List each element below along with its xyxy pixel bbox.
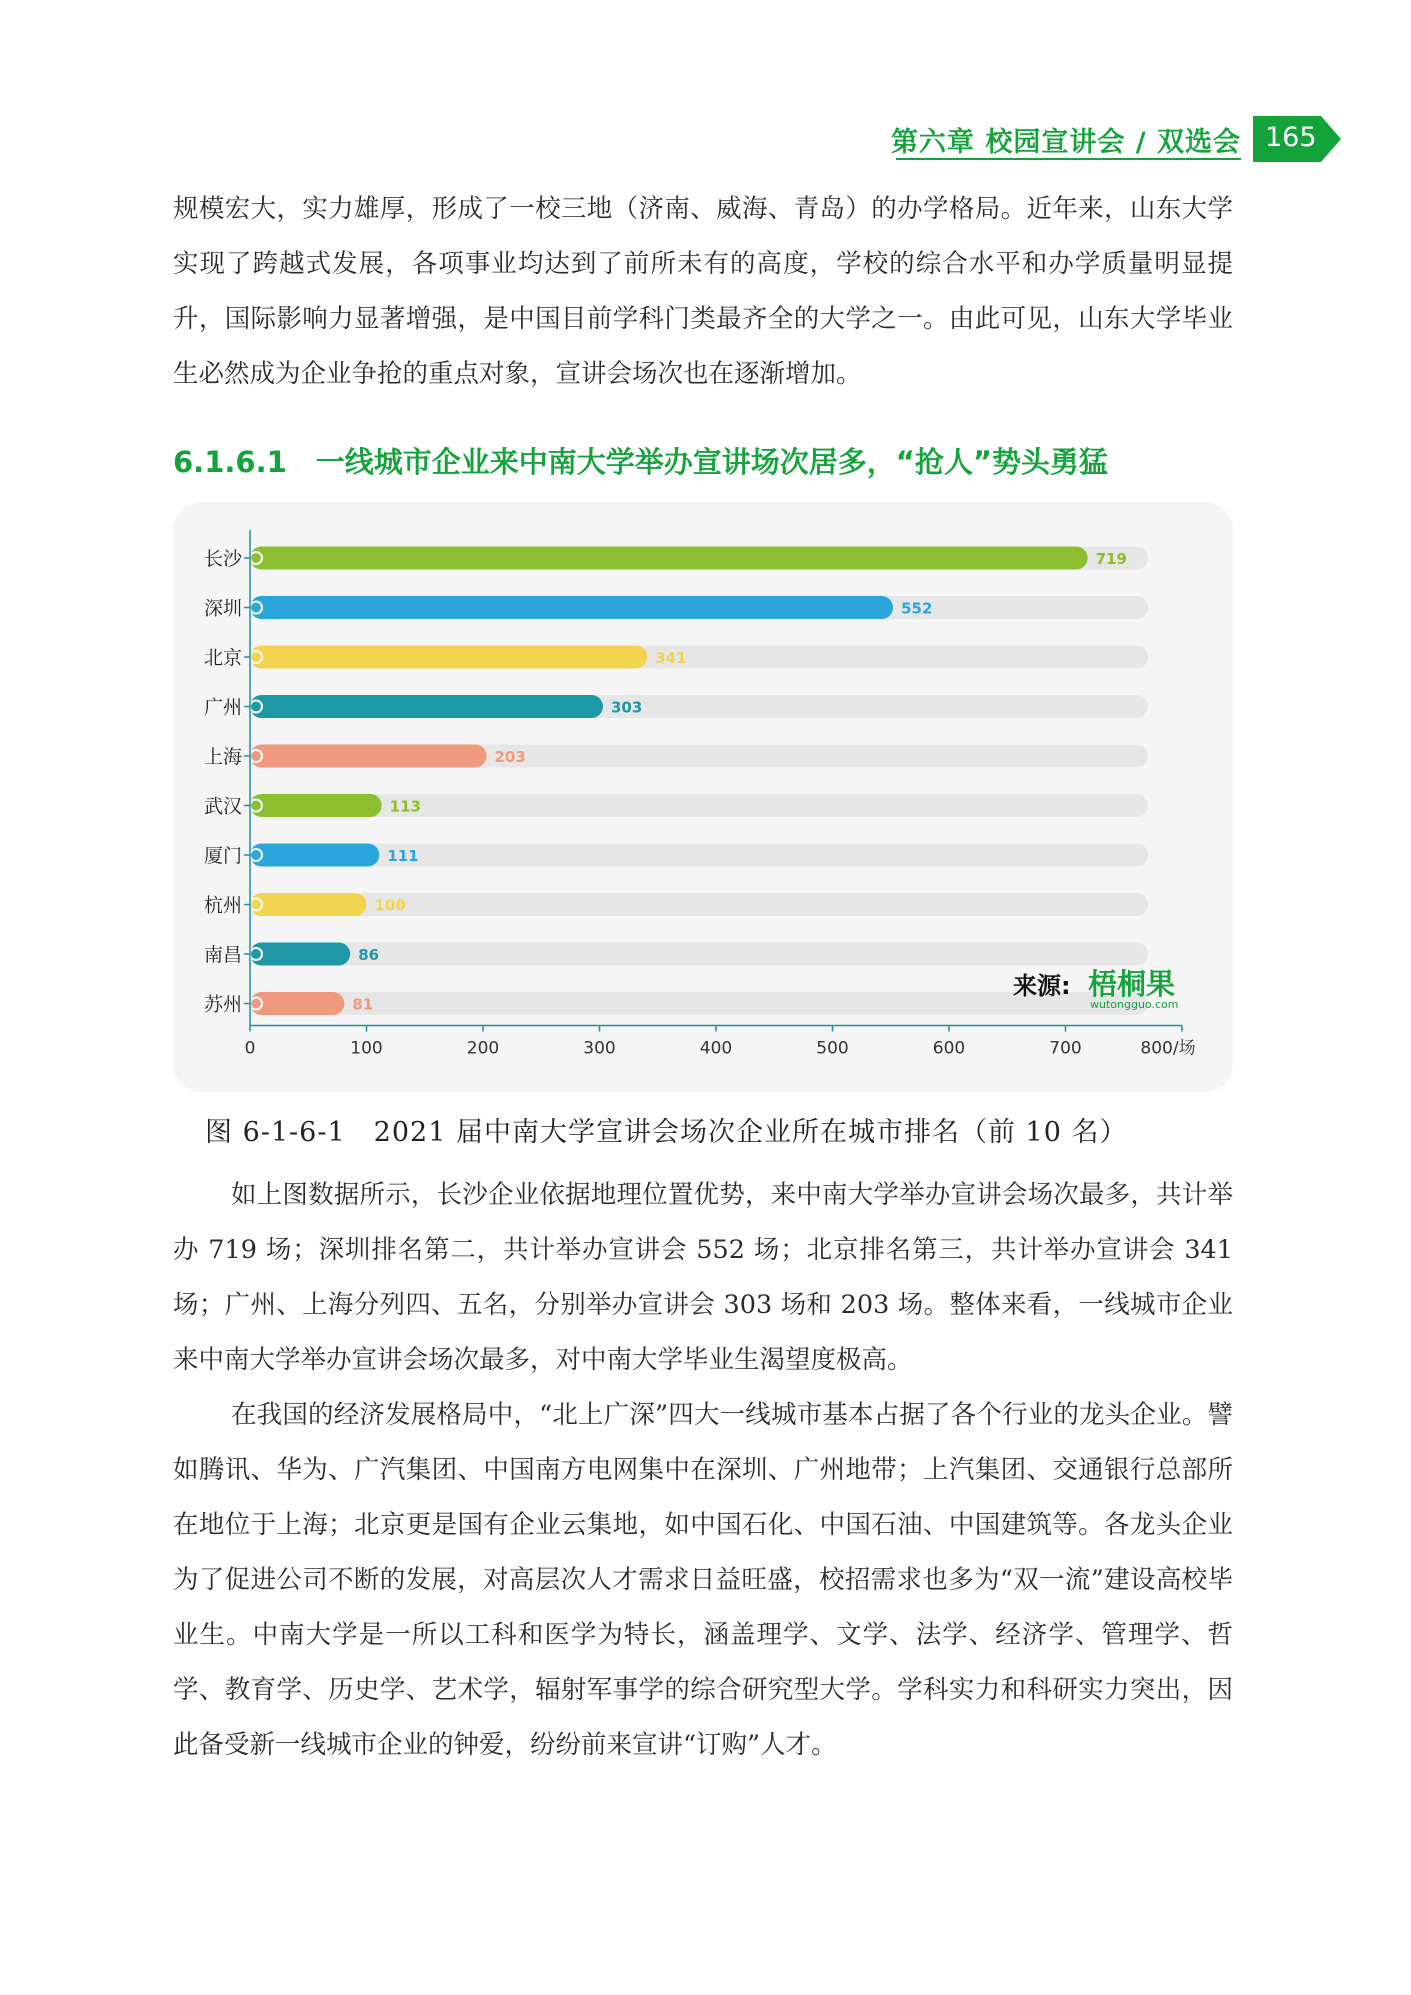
bar-9 [250,943,350,966]
bar-10 [250,992,344,1015]
source-domain: wutongguo.com [1090,998,1179,1011]
analysis-paragraph-1: 如上图数据所示，长沙企业依据地理位置优势，来中南大学举办宣讲会场次最多，共计举办 719 场；深圳排名第二，共计举办宣讲会 552 场；北京排名第三，共计举办宣讲会 341 场；广州、上海分列四、五名，分别举办宣讲会 303 场和 203 场。整体来看，一线城市企业来中南大学举办宣讲会场次最多，对中南大学毕业生渴望度极高。 [173,1180,1233,1375]
data-label: 552 [901,599,933,618]
category-label: 杭州 [203,894,242,917]
x-tick-label: 100 [350,1038,383,1059]
chapter-rule [896,158,1241,160]
category-label: 上海 [203,746,242,768]
data-label: 113 [389,797,421,816]
bar-7 [250,844,379,867]
x-tick-label: 500 [816,1038,849,1059]
x-tick-label: 800/场 [1140,1038,1196,1059]
bar-chart [173,502,1233,1092]
data-label: 203 [494,748,526,766]
data-label: 81 [352,995,374,1014]
bar-3 [250,646,647,669]
category-label: 南昌 [203,944,242,966]
page-number-tab [1253,116,1341,162]
category-label: 广州 [203,696,242,719]
chart-panel [173,502,1233,1092]
category-label: 苏州 [203,993,242,1016]
x-tick-label: 700 [1049,1038,1082,1059]
category-label: 厦门 [203,845,242,867]
bar-5 [250,745,486,768]
page-number: 165 [1265,122,1317,153]
category-label: 北京 [203,647,242,669]
page-header [891,112,1411,168]
x-tick-label: 300 [583,1038,616,1059]
category-label: 深圳 [203,597,242,620]
x-tick-label: 200 [466,1038,500,1059]
data-label: 303 [610,698,643,717]
x-tick-label: 400 [699,1038,733,1059]
bar-4 [250,695,603,718]
category-label: 武汉 [203,795,242,818]
data-label: 100 [374,896,406,915]
source-brand-logo: 梧桐果 [1088,967,1176,1001]
bar-track [250,794,1148,817]
bar-8 [250,893,367,916]
data-label: 111 [387,847,419,865]
section-heading: 6.1.6.1 一线城市企业来中南大学举办宣讲场次居多，“抢人”势头勇猛 [173,445,1108,479]
bars-layer [250,547,1148,1016]
bar-track [250,943,1148,966]
data-label: 341 [655,649,687,667]
intro-paragraph: 规模宏大，实力雄厚，形成了一校三地（济南、威海、青岛）的办学格局。近年来，山东大学实现了跨越式发展，各项事业均达到了前所未有的高度，学校的综合水平和办学质量明显提升，国际影响力显著增强，是中国目前学科门类最齐全的大学之一。由此可见，山东大学毕业生必然成为企业争抢的重点对象，宣讲会场次也在逐渐增加。 [173,194,1233,389]
chapter-title: 第六章 校园宣讲会 / 双选会 [890,127,1241,158]
x-tick-label: 600 [932,1038,966,1059]
bar-1 [250,547,1088,570]
data-label: 86 [358,946,380,964]
analysis-paragraph-2: 在我国的经济发展格局中，“北上广深”四大一线城市基本占据了各个行业的龙头企业。譬如腾讯、华为、广汽集团、中国南方电网集中在深圳、广州地带；上汽集团、交通银行总部所在地位于上海；北京更是国有企业云集地，如中国石化、中国石油、中国建筑等。各龙头企业为了促进公司不断的发展，对高层次人才需求日益旺盛，校招需求也多为“双一流”建设高校毕业生。中南大学是一所以工科和医学为特长，涵盖理学、文学、法学、经济学、管理学、哲学、教育学、历史学、艺术学，辐射军事学的综合研究型大学。学科实力和科研实力突出，因此备受新一线城市企业的钟爱，纷纷前来宣讲“订购”人才。 [173,1400,1233,1760]
category-label: 长沙 [203,548,242,570]
bar-2 [250,596,893,619]
figure-caption: 图 6-1-6-1 2021 届中南大学宣讲会场次企业所在城市排名（前 10 名） [205,1117,1128,1148]
x-tick-label: 0 [244,1038,256,1059]
bar-6 [250,794,382,817]
data-label: 719 [1095,550,1127,568]
source-label: 来源: [1013,972,1071,1000]
bar-track [250,844,1148,867]
